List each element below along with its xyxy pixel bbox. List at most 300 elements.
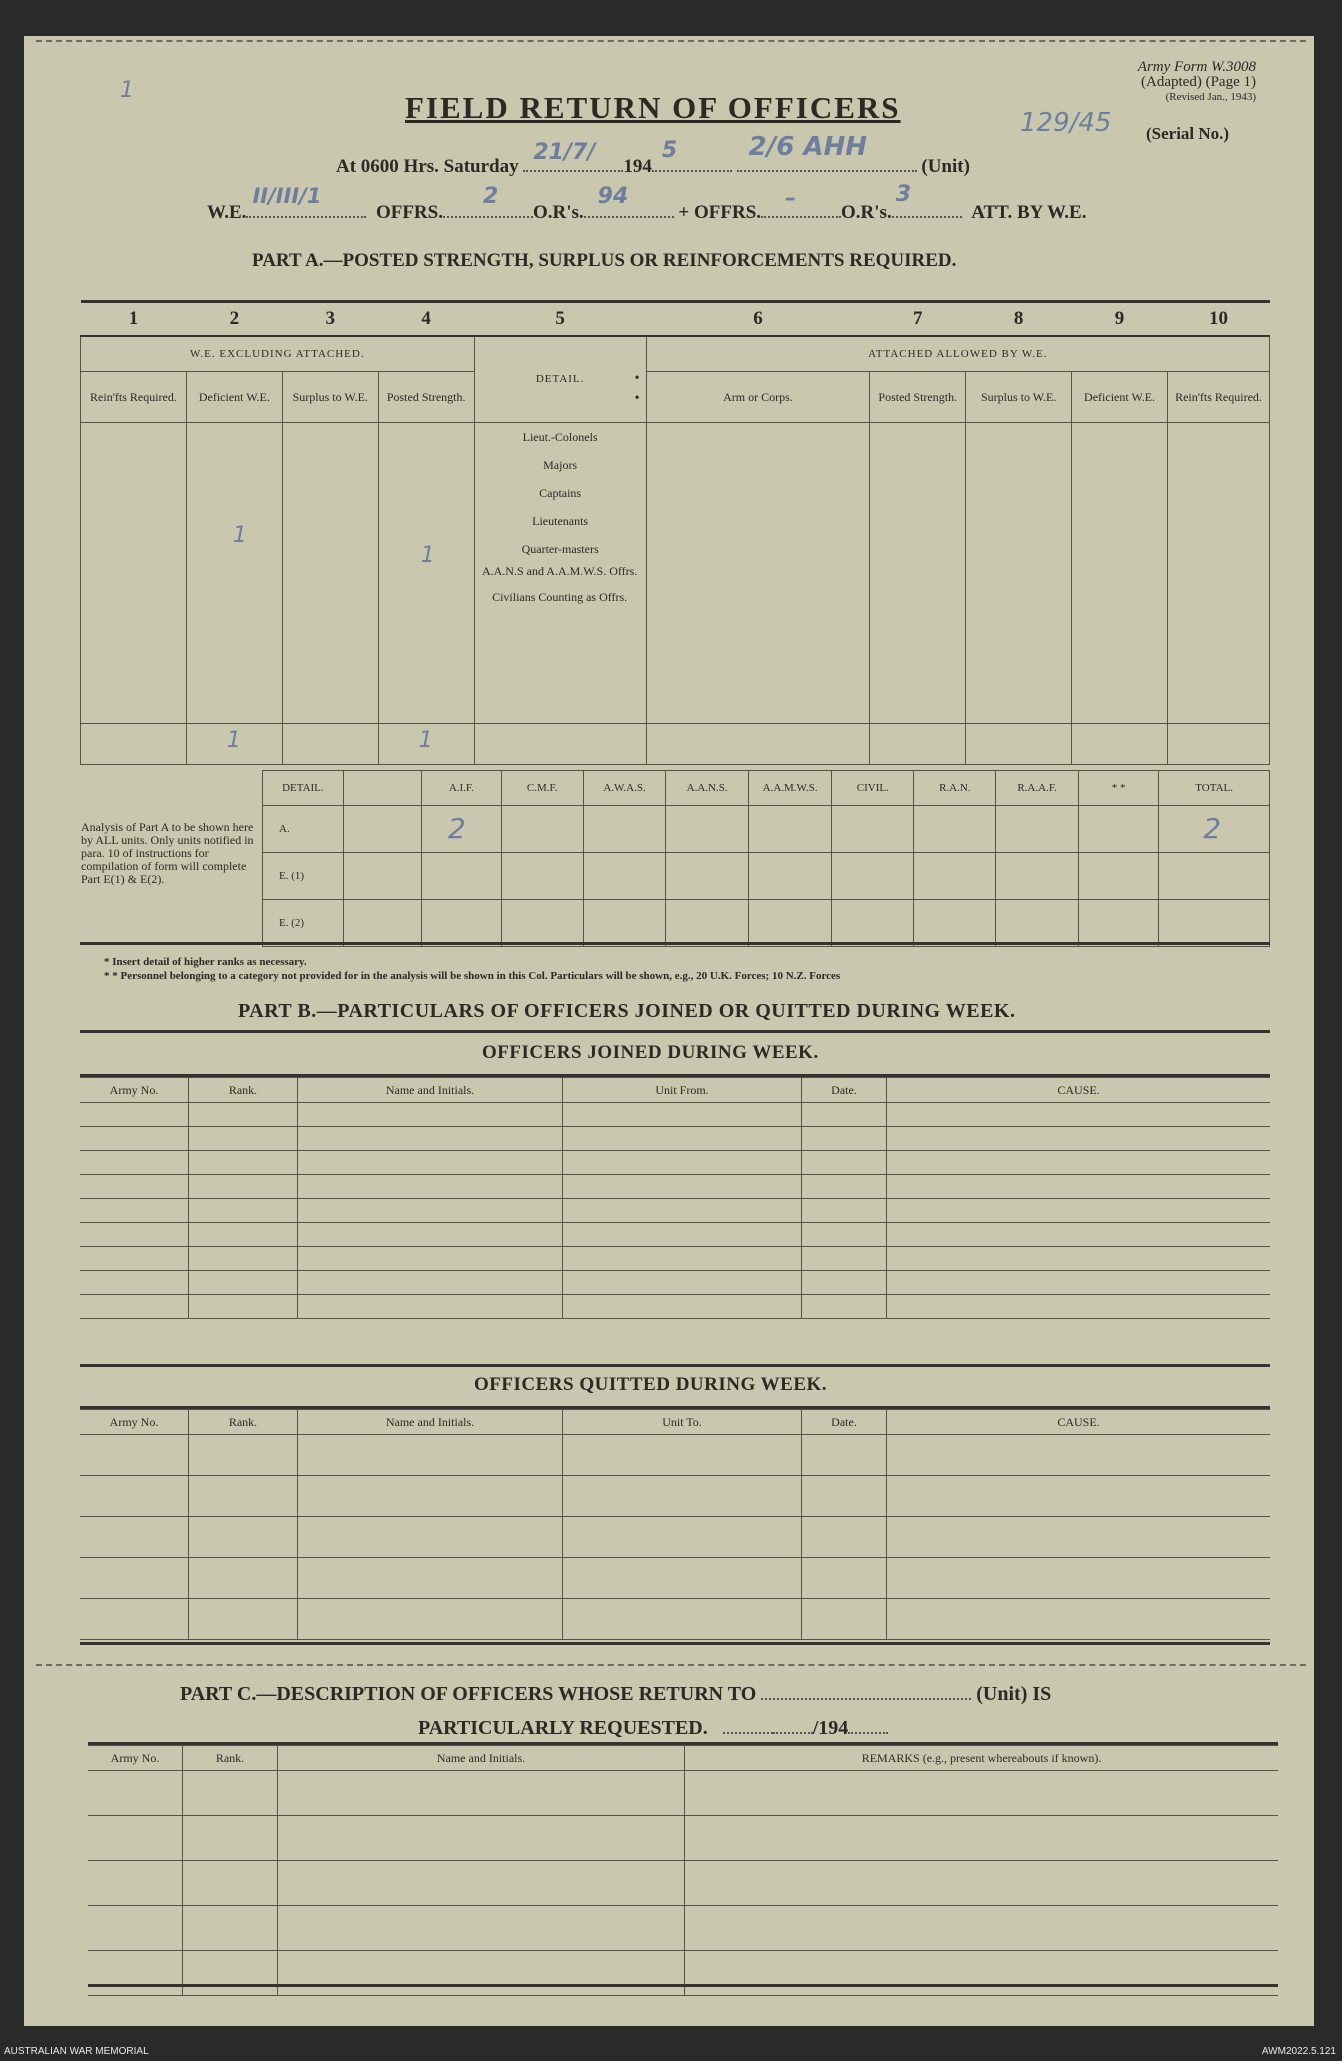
col-number: 6 [646, 302, 870, 337]
part-c-line-2 [418, 1716, 888, 1740]
joined-title: OFFICERS JOINED DURING WEEK. [482, 1042, 819, 1063]
group-attached-allowed: ATTACHED ALLOWED BY W.E. [646, 336, 1269, 372]
joined-header-rank: Rank. [189, 1078, 298, 1103]
part-c-header-remarks: REMARKS (e.g., present whereabouts if known). [685, 1746, 1279, 1771]
quitted-header-unit-to: Unit To. [563, 1410, 802, 1435]
we-field[interactable] [246, 184, 366, 218]
deficient-hand: 1 [232, 523, 247, 548]
analysis-header-detail: DETAIL. [263, 771, 344, 806]
total-arm-corps[interactable] [646, 724, 870, 765]
quitted-table [80, 1409, 1270, 1640]
cell-posted-att[interactable] [870, 423, 966, 724]
cell[interactable] [189, 1599, 298, 1640]
cell[interactable] [298, 1199, 563, 1223]
form-ref-line-2: (Adapted) (Page 1) [1141, 74, 1256, 90]
analysis-header-aamws: A.A.M.W.S. [748, 771, 831, 806]
cell[interactable] [887, 1247, 1271, 1271]
analysis-cell[interactable] [666, 900, 749, 947]
joined-header-date: Date. [802, 1078, 887, 1103]
cell[interactable] [802, 1223, 887, 1247]
cell[interactable] [887, 1476, 1271, 1517]
cell[interactable] [278, 1816, 685, 1861]
cell[interactable] [80, 1295, 189, 1319]
part-c-month-field[interactable] [773, 1716, 813, 1734]
part-c-row [88, 1771, 1278, 1816]
analysis-cell[interactable] [421, 853, 501, 900]
quitted-row [80, 1435, 1270, 1476]
cell-reinfts-att[interactable] [1168, 423, 1270, 724]
cell[interactable] [80, 1476, 189, 1517]
cell[interactable] [183, 1906, 278, 1951]
joined-row [80, 1127, 1270, 1151]
analysis-cell[interactable] [421, 900, 501, 947]
unit-hand: 2/6 AHH [748, 132, 867, 162]
cell[interactable] [189, 1199, 298, 1223]
joined-table [80, 1077, 1270, 1319]
time-label: At 0600 Hrs. Saturday [336, 156, 519, 177]
header-surplus: Surplus to W.E. [282, 372, 378, 423]
footnote-2: * * Personnel belonging to a category not provided for in the analysis will be shown in this Col. Particulars will be shown, e.g., 20 U.K. Forces; 10 N.Z. Forces [104, 970, 841, 982]
we-hand: II/III/1 [252, 184, 322, 208]
cell[interactable] [685, 1951, 1279, 1996]
quitted-bottom-rule [80, 1642, 1270, 1645]
analysis-cell[interactable] [914, 806, 996, 853]
cell[interactable] [80, 1175, 189, 1199]
cell[interactable] [183, 1816, 278, 1861]
cell[interactable] [298, 1223, 563, 1247]
col-number: 3 [282, 302, 378, 337]
cell[interactable] [189, 1558, 298, 1599]
cell[interactable] [802, 1558, 887, 1599]
part-c-header-rank: Rank. [183, 1746, 278, 1771]
cell[interactable] [802, 1599, 887, 1640]
att-offrs-field[interactable] [761, 186, 841, 218]
total-detail [474, 724, 646, 765]
quitted-row [80, 1558, 1270, 1599]
cell[interactable] [298, 1435, 563, 1476]
cell[interactable] [802, 1435, 887, 1476]
ors-label: O.R's. [532, 202, 584, 223]
part-a-table [80, 300, 1270, 765]
cell[interactable] [802, 1247, 887, 1271]
total-posted-att[interactable] [870, 724, 966, 765]
cell[interactable] [189, 1517, 298, 1558]
cell[interactable] [80, 1599, 189, 1640]
part-c-row [88, 1816, 1278, 1861]
corner-mark: 1 [120, 78, 134, 103]
cell-posted[interactable] [378, 423, 474, 724]
cut-line [36, 1664, 1306, 1666]
cell[interactable] [189, 1435, 298, 1476]
analysis-cell[interactable] [1078, 900, 1158, 947]
header-deficient-att: Deficient W.E. [1072, 372, 1168, 423]
rank-civilians: Civilians Counting as Offrs. [492, 590, 628, 604]
analysis-intro-text: Analysis of Part A to be shown here by ALL units. Only units notified in para. 10 of instructions for compilation of form will complete Part E(1) & E(2). [81, 819, 254, 886]
cell[interactable] [80, 1127, 189, 1151]
analysis-cell[interactable] [583, 853, 666, 900]
part-b-rule [80, 1030, 1270, 1033]
cell[interactable] [298, 1476, 563, 1517]
cell[interactable] [563, 1199, 802, 1223]
part-c-year: /194 [812, 1717, 849, 1739]
col-number: 2 [186, 302, 282, 337]
aif-hand: 2 [447, 812, 466, 845]
analysis-cell-aif[interactable] [421, 806, 501, 853]
cell[interactable] [685, 1861, 1279, 1906]
part-c-row [88, 1951, 1278, 1996]
analysis-row-label: E. (1) [263, 853, 344, 900]
quitted-row [80, 1476, 1270, 1517]
total-surplus-att[interactable] [966, 724, 1072, 765]
cell-arm-corps[interactable] [646, 423, 870, 724]
rank-lieutenants: Lieutenants [532, 514, 589, 528]
quitted-header-army-no: Army No. [80, 1410, 189, 1435]
date-hand: 21/7/ [533, 140, 596, 165]
cell[interactable] [80, 1517, 189, 1558]
quitted-row [80, 1599, 1270, 1640]
cell[interactable] [563, 1271, 802, 1295]
return-date-line [336, 132, 970, 178]
total-deficient[interactable] [186, 724, 282, 765]
analysis-cell[interactable] [996, 853, 1078, 900]
cell[interactable] [80, 1151, 189, 1175]
part-c-day-field[interactable] [723, 1716, 773, 1734]
cell[interactable] [887, 1435, 1271, 1476]
total-surplus[interactable] [282, 724, 378, 765]
joined-row [80, 1295, 1270, 1319]
analysis-cell-total[interactable] [1159, 806, 1270, 853]
year-hand: 5 [661, 138, 678, 163]
att-offrs-hand: – [785, 186, 797, 211]
cell[interactable] [887, 1295, 1271, 1319]
analysis-cell[interactable] [343, 853, 421, 900]
att-ors-hand: 3 [895, 182, 912, 207]
part-c-header-army-no: Army No. [88, 1746, 183, 1771]
col-number: 7 [870, 302, 966, 337]
posted-hand: 1 [420, 543, 435, 568]
joined-row [80, 1223, 1270, 1247]
date-field[interactable] [523, 140, 623, 172]
analysis-header-awas: A.W.A.S. [583, 771, 666, 806]
cell[interactable] [88, 1951, 183, 1996]
part-c-unit-field[interactable] [761, 1682, 971, 1700]
top-perforation [36, 40, 1306, 42]
cell[interactable] [298, 1517, 563, 1558]
year-label: 194 [623, 156, 652, 177]
cell[interactable] [189, 1127, 298, 1151]
cell[interactable] [887, 1175, 1271, 1199]
att-ors-field[interactable] [892, 182, 962, 218]
cell[interactable] [189, 1247, 298, 1271]
analysis-cell[interactable] [583, 806, 666, 853]
cell[interactable] [88, 1816, 183, 1861]
joined-bottom-rule [80, 1364, 1270, 1367]
cell[interactable] [189, 1103, 298, 1127]
quitted-header-rank: Rank. [189, 1410, 298, 1435]
header-deficient: Deficient W.E. [186, 372, 282, 423]
analysis-cell[interactable] [996, 806, 1078, 853]
col-number: 5 [474, 302, 646, 337]
cell[interactable] [80, 1435, 189, 1476]
unit-field[interactable] [737, 132, 917, 172]
cell[interactable] [563, 1517, 802, 1558]
cell[interactable] [802, 1127, 887, 1151]
header-posted-strength-att: Posted Strength. [870, 372, 966, 423]
analysis-cell[interactable] [343, 806, 421, 853]
analysis-row-label: A. [263, 806, 344, 853]
cell[interactable] [298, 1271, 563, 1295]
total-hand: 2 [1203, 812, 1222, 845]
part-c-unit-label: (Unit) IS [976, 1683, 1052, 1705]
cell[interactable] [563, 1558, 802, 1599]
joined-row [80, 1103, 1270, 1127]
cell[interactable] [887, 1558, 1271, 1599]
cell[interactable] [298, 1127, 563, 1151]
analysis-cell[interactable] [343, 900, 421, 947]
analysis-cell[interactable] [832, 900, 914, 947]
cell[interactable] [189, 1151, 298, 1175]
analysis-cell[interactable] [748, 853, 831, 900]
cell[interactable] [298, 1558, 563, 1599]
analysis-cell[interactable] [583, 900, 666, 947]
cell[interactable] [802, 1199, 887, 1223]
analysis-header-raaf: R.A.A.F. [996, 771, 1078, 806]
analysis-cell[interactable] [501, 900, 583, 947]
cell[interactable] [298, 1247, 563, 1271]
analysis-cell[interactable] [832, 806, 914, 853]
cell[interactable] [278, 1771, 685, 1816]
rank-majors: Majors [543, 458, 578, 472]
cell[interactable] [685, 1906, 1279, 1951]
cell[interactable] [563, 1247, 802, 1271]
offrs-label: OFFRS. [375, 202, 443, 223]
rank-quartermasters: Quarter-masters [521, 542, 599, 556]
establishment-line [207, 182, 1087, 224]
part-c-row [88, 1906, 1278, 1951]
cell[interactable] [563, 1175, 802, 1199]
header-reinfts-required: Rein'fts Required. [81, 372, 187, 423]
we-label: W.E. [207, 202, 247, 223]
quitted-header-name: Name and Initials. [298, 1410, 563, 1435]
cell[interactable] [189, 1223, 298, 1247]
part-c-row [88, 1861, 1278, 1906]
col-number: 9 [1072, 302, 1168, 337]
column-numbers [81, 302, 1270, 337]
cell[interactable] [183, 1951, 278, 1996]
part-c-year-field[interactable] [848, 1716, 888, 1734]
cell[interactable] [80, 1199, 189, 1223]
cell[interactable] [298, 1151, 563, 1175]
cell[interactable] [298, 1175, 563, 1199]
analysis-cell[interactable] [1078, 853, 1158, 900]
analysis-cell[interactable] [996, 900, 1078, 947]
analysis-cell[interactable] [748, 900, 831, 947]
part-c-bottom-rule [88, 1984, 1278, 1987]
analysis-header-aans: A.A.N.S. [666, 771, 749, 806]
cell[interactable] [887, 1271, 1271, 1295]
col-number: 1 [81, 302, 187, 337]
analysis-cell[interactable] [914, 900, 996, 947]
ors-field[interactable] [584, 184, 674, 218]
cell[interactable] [189, 1295, 298, 1319]
cell[interactable] [802, 1175, 887, 1199]
rank-lieut-colonels: Lieut.-Colonels [522, 430, 598, 444]
cell[interactable] [563, 1223, 802, 1247]
cell-deficient-att[interactable] [1072, 423, 1168, 724]
cell[interactable] [887, 1223, 1271, 1247]
cell[interactable] [802, 1476, 887, 1517]
analysis-cell[interactable] [501, 806, 583, 853]
cell[interactable] [80, 1558, 189, 1599]
cell[interactable] [563, 1127, 802, 1151]
cell[interactable] [802, 1103, 887, 1127]
header-reinfts-att: Rein'fts Required. [1168, 372, 1270, 423]
form-ref-line-1: Army Form W.3008 [1137, 59, 1256, 75]
rank-aans-aamws: A.A.N.S and A.A.M.W.S. Offrs. [481, 564, 638, 578]
part-c-requested: PARTICULARLY REQUESTED. [418, 1717, 708, 1739]
cell[interactable] [887, 1517, 1271, 1558]
analysis-header-total: TOTAL. [1159, 771, 1270, 806]
analysis-header-civil: CIVIL. [832, 771, 914, 806]
cell[interactable] [298, 1295, 563, 1319]
offrs-field[interactable] [443, 184, 533, 218]
serial-number-hand: 129/45 [1020, 108, 1112, 138]
header-arm-corps: Arm or Corps. [646, 372, 870, 423]
att-label: ATT. BY W.E. [971, 202, 1087, 223]
cell-deficient[interactable] [186, 423, 282, 724]
cell[interactable] [887, 1199, 1271, 1223]
analysis-intro [80, 771, 263, 947]
cell[interactable] [802, 1271, 887, 1295]
cell[interactable] [563, 1103, 802, 1127]
total-posted[interactable] [378, 724, 474, 765]
joined-row [80, 1247, 1270, 1271]
joined-row [80, 1271, 1270, 1295]
part-c-header-name: Name and Initials. [278, 1746, 685, 1771]
cell[interactable] [88, 1861, 183, 1906]
analysis-cell[interactable] [1159, 853, 1270, 900]
cell[interactable] [80, 1271, 189, 1295]
total-deficient-att[interactable] [1072, 724, 1168, 765]
header-posted-strength: Posted Strength. [378, 372, 474, 423]
cell[interactable] [563, 1599, 802, 1640]
part-a-title: PART A.—POSTED STRENGTH, SURPLUS OR REINFORCEMENTS REQUIRED. [252, 250, 957, 271]
year-field[interactable] [652, 138, 732, 172]
rank-captains: Captains [539, 486, 582, 500]
group-detail: DETAIL. [474, 336, 646, 423]
analysis-header-ran: R.A.N. [914, 771, 996, 806]
total-reinfts-att[interactable] [1168, 724, 1270, 765]
cell[interactable] [563, 1476, 802, 1517]
analysis-cell[interactable] [501, 853, 583, 900]
analysis-cell[interactable] [1078, 806, 1158, 853]
joined-header-cause: CAUSE. [887, 1078, 1271, 1103]
analysis-bottom-rule [80, 942, 1270, 945]
cell[interactable] [183, 1861, 278, 1906]
deficient-total-hand: 1 [226, 728, 241, 753]
ors2-label: O.R's. [841, 202, 892, 223]
quitted-header-cause: CAUSE. [887, 1410, 1271, 1435]
cell[interactable] [685, 1771, 1279, 1816]
analysis-cell[interactable] [914, 853, 996, 900]
header-surplus-att: Surplus to W.E. [966, 372, 1072, 423]
serial-label: (Serial No.) [1146, 124, 1230, 143]
cell[interactable] [563, 1295, 802, 1319]
cell[interactable] [563, 1151, 802, 1175]
analysis-cell[interactable] [832, 853, 914, 900]
analysis-header-blank [343, 771, 421, 806]
cell[interactable] [80, 1103, 189, 1127]
analysis-cell[interactable] [666, 806, 749, 853]
unit-label: (Unit) [921, 156, 970, 177]
offrs-hand: 2 [482, 184, 499, 209]
cell[interactable] [278, 1951, 685, 1996]
cell[interactable] [802, 1295, 887, 1319]
analysis-table [80, 770, 1270, 947]
analysis-cell[interactable] [748, 806, 831, 853]
cell[interactable] [887, 1151, 1271, 1175]
analysis-header-other: * * [1078, 771, 1158, 806]
cell[interactable] [685, 1816, 1279, 1861]
cell-reinfts[interactable] [81, 423, 187, 724]
cell[interactable] [88, 1771, 183, 1816]
cell[interactable] [189, 1476, 298, 1517]
posted-total-hand: 1 [418, 728, 433, 753]
cell[interactable] [80, 1223, 189, 1247]
form-reference [1138, 60, 1256, 105]
cell[interactable] [183, 1771, 278, 1816]
total-reinfts[interactable] [81, 724, 187, 765]
cell-surplus[interactable] [282, 423, 378, 724]
analysis-header-aif: A.I.F. [421, 771, 501, 806]
cell[interactable] [887, 1599, 1271, 1640]
archive-reference: AWM2022.5.121 [1261, 2046, 1336, 2057]
cell[interactable] [278, 1861, 685, 1906]
cell[interactable] [189, 1271, 298, 1295]
analysis-cell[interactable] [666, 853, 749, 900]
cell[interactable] [802, 1517, 887, 1558]
part-c-line-1 [180, 1682, 1051, 1706]
cell[interactable] [298, 1103, 563, 1127]
col-number: 4 [378, 302, 474, 337]
joined-row [80, 1199, 1270, 1223]
cell[interactable] [80, 1247, 189, 1271]
plus-offrs-label: + OFFRS. [678, 202, 762, 223]
cell[interactable] [298, 1599, 563, 1640]
quitted-title: OFFICERS QUITTED DURING WEEK. [474, 1374, 828, 1395]
archive-credit: AUSTRALIAN WAR MEMORIAL [4, 2046, 149, 2057]
cell[interactable] [88, 1906, 183, 1951]
cell-surplus-att[interactable] [966, 423, 1072, 724]
cell[interactable] [189, 1175, 298, 1199]
form-title: FIELD RETURN OF OFFICERS [405, 90, 901, 125]
bullet-marks: • • [634, 371, 640, 406]
footnote-1: * Insert detail of higher ranks as necessary. [104, 956, 307, 968]
form-ref-line-3: (Revised Jan., 1943) [1165, 91, 1256, 103]
cell[interactable] [887, 1127, 1271, 1151]
cell[interactable] [887, 1103, 1271, 1127]
ors-hand: 94 [597, 184, 629, 209]
analysis-cell[interactable] [1159, 900, 1270, 947]
cell[interactable] [563, 1435, 802, 1476]
cell[interactable] [802, 1151, 887, 1175]
quitted-header-date: Date. [802, 1410, 887, 1435]
group-we-excluding: W.E. EXCLUDING ATTACHED. [81, 336, 475, 372]
analysis-row-label: E. (2) [263, 900, 344, 947]
part-c-table [88, 1745, 1278, 1996]
cell[interactable] [278, 1906, 685, 1951]
col-number: 10 [1168, 302, 1270, 337]
